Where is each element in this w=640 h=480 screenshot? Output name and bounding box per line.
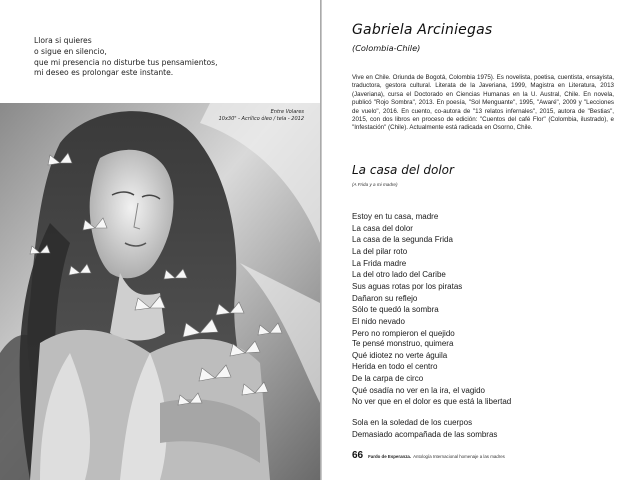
poem-line: La Frida madre (352, 258, 407, 268)
poem-line: Qué idiotez no verte águila (352, 350, 448, 360)
poem-stanza-1 (352, 211, 622, 339)
poem-line: Sus aguas rotas por los piratas (352, 281, 463, 291)
page-number: 66 (352, 450, 364, 461)
poem-line: Sola en la soledad de los cuerpos (352, 418, 473, 427)
intro-poem-line: mi deseo es prolongar este instante. (34, 68, 174, 78)
page-footer (352, 450, 632, 461)
poem-line: Demasiado acompañada de las sombras (352, 429, 498, 439)
intro-poem-line: Llora si quieres (34, 36, 92, 45)
poem-line: Dañaron su reflejo (352, 293, 418, 303)
footer-subtitle: Antología Internacional homenaje a las madres (413, 454, 505, 459)
intro-poem-line: que mi presencia no disturbe tus pensamientos, (34, 57, 218, 67)
poem-stanza-3 (352, 417, 622, 440)
poem-line: Te pensé monstruo, quimera (352, 339, 454, 348)
author-country: (Colombia-Chile) (352, 43, 421, 53)
intro-poem-line: o sigue en silencio, (34, 46, 107, 56)
author-bio: Vive en Chile. Oriunda de Bogotá, Colombia 1975). Es novelista, poetisa, cuentista, ensayista, traductora, gestora cultural. Literata de la Javeriana, 1999, Magistra en Literatura, 2013 (Javeriana), cursa el Doctorado en Ciencias Humanas en la U. Austral, Chile. En novela, publicó "Rojo Sombra", 2013. En poesía, "Sol Menguante", 1995, "Awaré", 2009 y "Lecciones de vuelo", 2016. En cuento, co-autora de "13 relatos infernales", 2015, autora de "Bestias", 2015, con dos libros en proceso de edición: "Cuentos del café Flor" (Colombia, ilustrado), e "Infestación" (Chile). Actualmente está radicada en Osorno, Chile. (352, 74, 614, 132)
right-page (322, 0, 640, 480)
poem-line: El nido nevado (352, 316, 405, 326)
poem-line: La casa del dolor (352, 223, 413, 233)
poem-stanza-2 (352, 338, 622, 408)
poem-dedication: (A Frida y a mi madre) (352, 182, 398, 187)
poem-line: La casa de la segunda Frida (352, 235, 453, 245)
artwork-title: Entre Volares (270, 109, 304, 115)
poem-title: La casa del dolor (352, 163, 454, 177)
poem-line: No ver que en el dolor es que está la libertad (352, 397, 512, 407)
poem-line: Sólo te quedó la sombra (352, 305, 439, 315)
painting-woman-with-butterflies (0, 103, 320, 480)
poem-line: Herida en todo el centro (352, 362, 438, 372)
poem-line: La del pilar roto (352, 246, 408, 256)
artwork-caption (219, 109, 304, 123)
poem-line: De la carpa de circo (352, 373, 424, 383)
intro-poem (34, 36, 304, 79)
poem-line: La del otro lado del Caribe (352, 270, 446, 280)
poem-line: Pero no rompieron el quejido (352, 328, 455, 338)
poem-line: Estoy en tu casa, madre (352, 212, 439, 221)
artwork-details: 10x30" - Acrílico óleo / tela - 2012 (218, 116, 304, 122)
poem-line: Qué osadía no ver en la ira, el vagido (352, 385, 485, 395)
footer-book-title: Fardo de Esperanza. (368, 454, 412, 459)
author-name: Gabriela Arciniegas (352, 22, 493, 38)
